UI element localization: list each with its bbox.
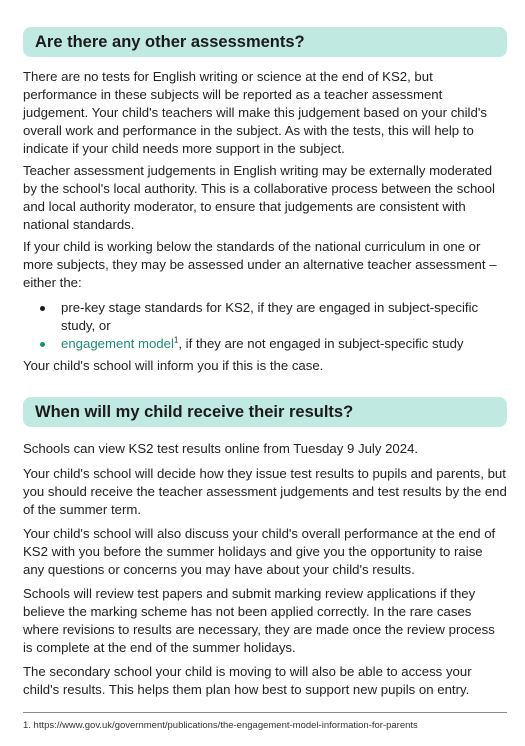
paragraph-secondary-school: The secondary school your child is moving to will also be able to access your child's results. This helps them plan how best to support new pupils on entry. [23, 664, 472, 697]
paragraph-teacher-assessment: There are no tests for English writing or science at the end of KS2, but performance in these subjects will be reported as a teacher assessment judgement. Your child's teachers will make this judgement based on your child's overall work and performance in the subject. As with the tests, this will help to indicate if your child needs more support in the subject. [23, 69, 487, 156]
list-item-text: pre-key stage standards for KS2, if they are engaged in subject-specific study, or [61, 300, 479, 333]
engagement-model-link[interactable]: engagement model [61, 336, 174, 351]
bullet-icon [40, 342, 45, 347]
bullet-icon [40, 306, 45, 311]
section-heading-results: When will my child receive their results? [23, 397, 507, 427]
list-item [23, 335, 507, 353]
paragraph-discuss-performance: Your child's school will also discuss your child's overall performance at the end of KS2 with you before the summer holidays and give you the opportunity to raise any questions or concerns you may have about your child's results. [23, 526, 496, 577]
assessment-options-list [23, 299, 507, 353]
footnote: 1. https://www.gov.uk/government/publications/the-engagement-model-information-for-parents [23, 720, 418, 731]
paragraph-issue-results: Your child's school will decide how they issue test results to pupils and parents, but you should receive the teacher assessment judgements and test results by the end of the summer term. [23, 466, 507, 517]
footnote-divider [23, 712, 507, 713]
footnote-marker: 1 [173, 335, 179, 345]
paragraph-marking-review: Schools will review test papers and submit marking review applications if they believe the marking scheme has not been applied correctly. In the rare cases where revisions to results are necessary, they are made once the review process is complete at the end of the summer holidays. [23, 586, 495, 655]
paragraph-results-date: Schools can view KS2 test results online from Tuesday 9 July 2024. [23, 441, 419, 456]
list-item [23, 299, 507, 335]
paragraph-school-inform: Your child's school will inform you if this is the case. [23, 358, 324, 373]
section-heading-other-assessments: Are there any other assessments? [23, 27, 507, 57]
paragraph-alternative-assessment: If your child is working below the standards of the national curriculum in one or more subjects, they may be assessed under an alternative teacher assessment – either the: [23, 239, 497, 290]
paragraph-moderation: Teacher assessment judgements in English writing may be externally moderated by the school's local authority. This is a collaborative process between the school and local authority moderator, to ensure that judgements are consistent with national standards. [23, 163, 495, 232]
list-item-text: , if they are not engaged in subject-specific study [178, 336, 464, 351]
